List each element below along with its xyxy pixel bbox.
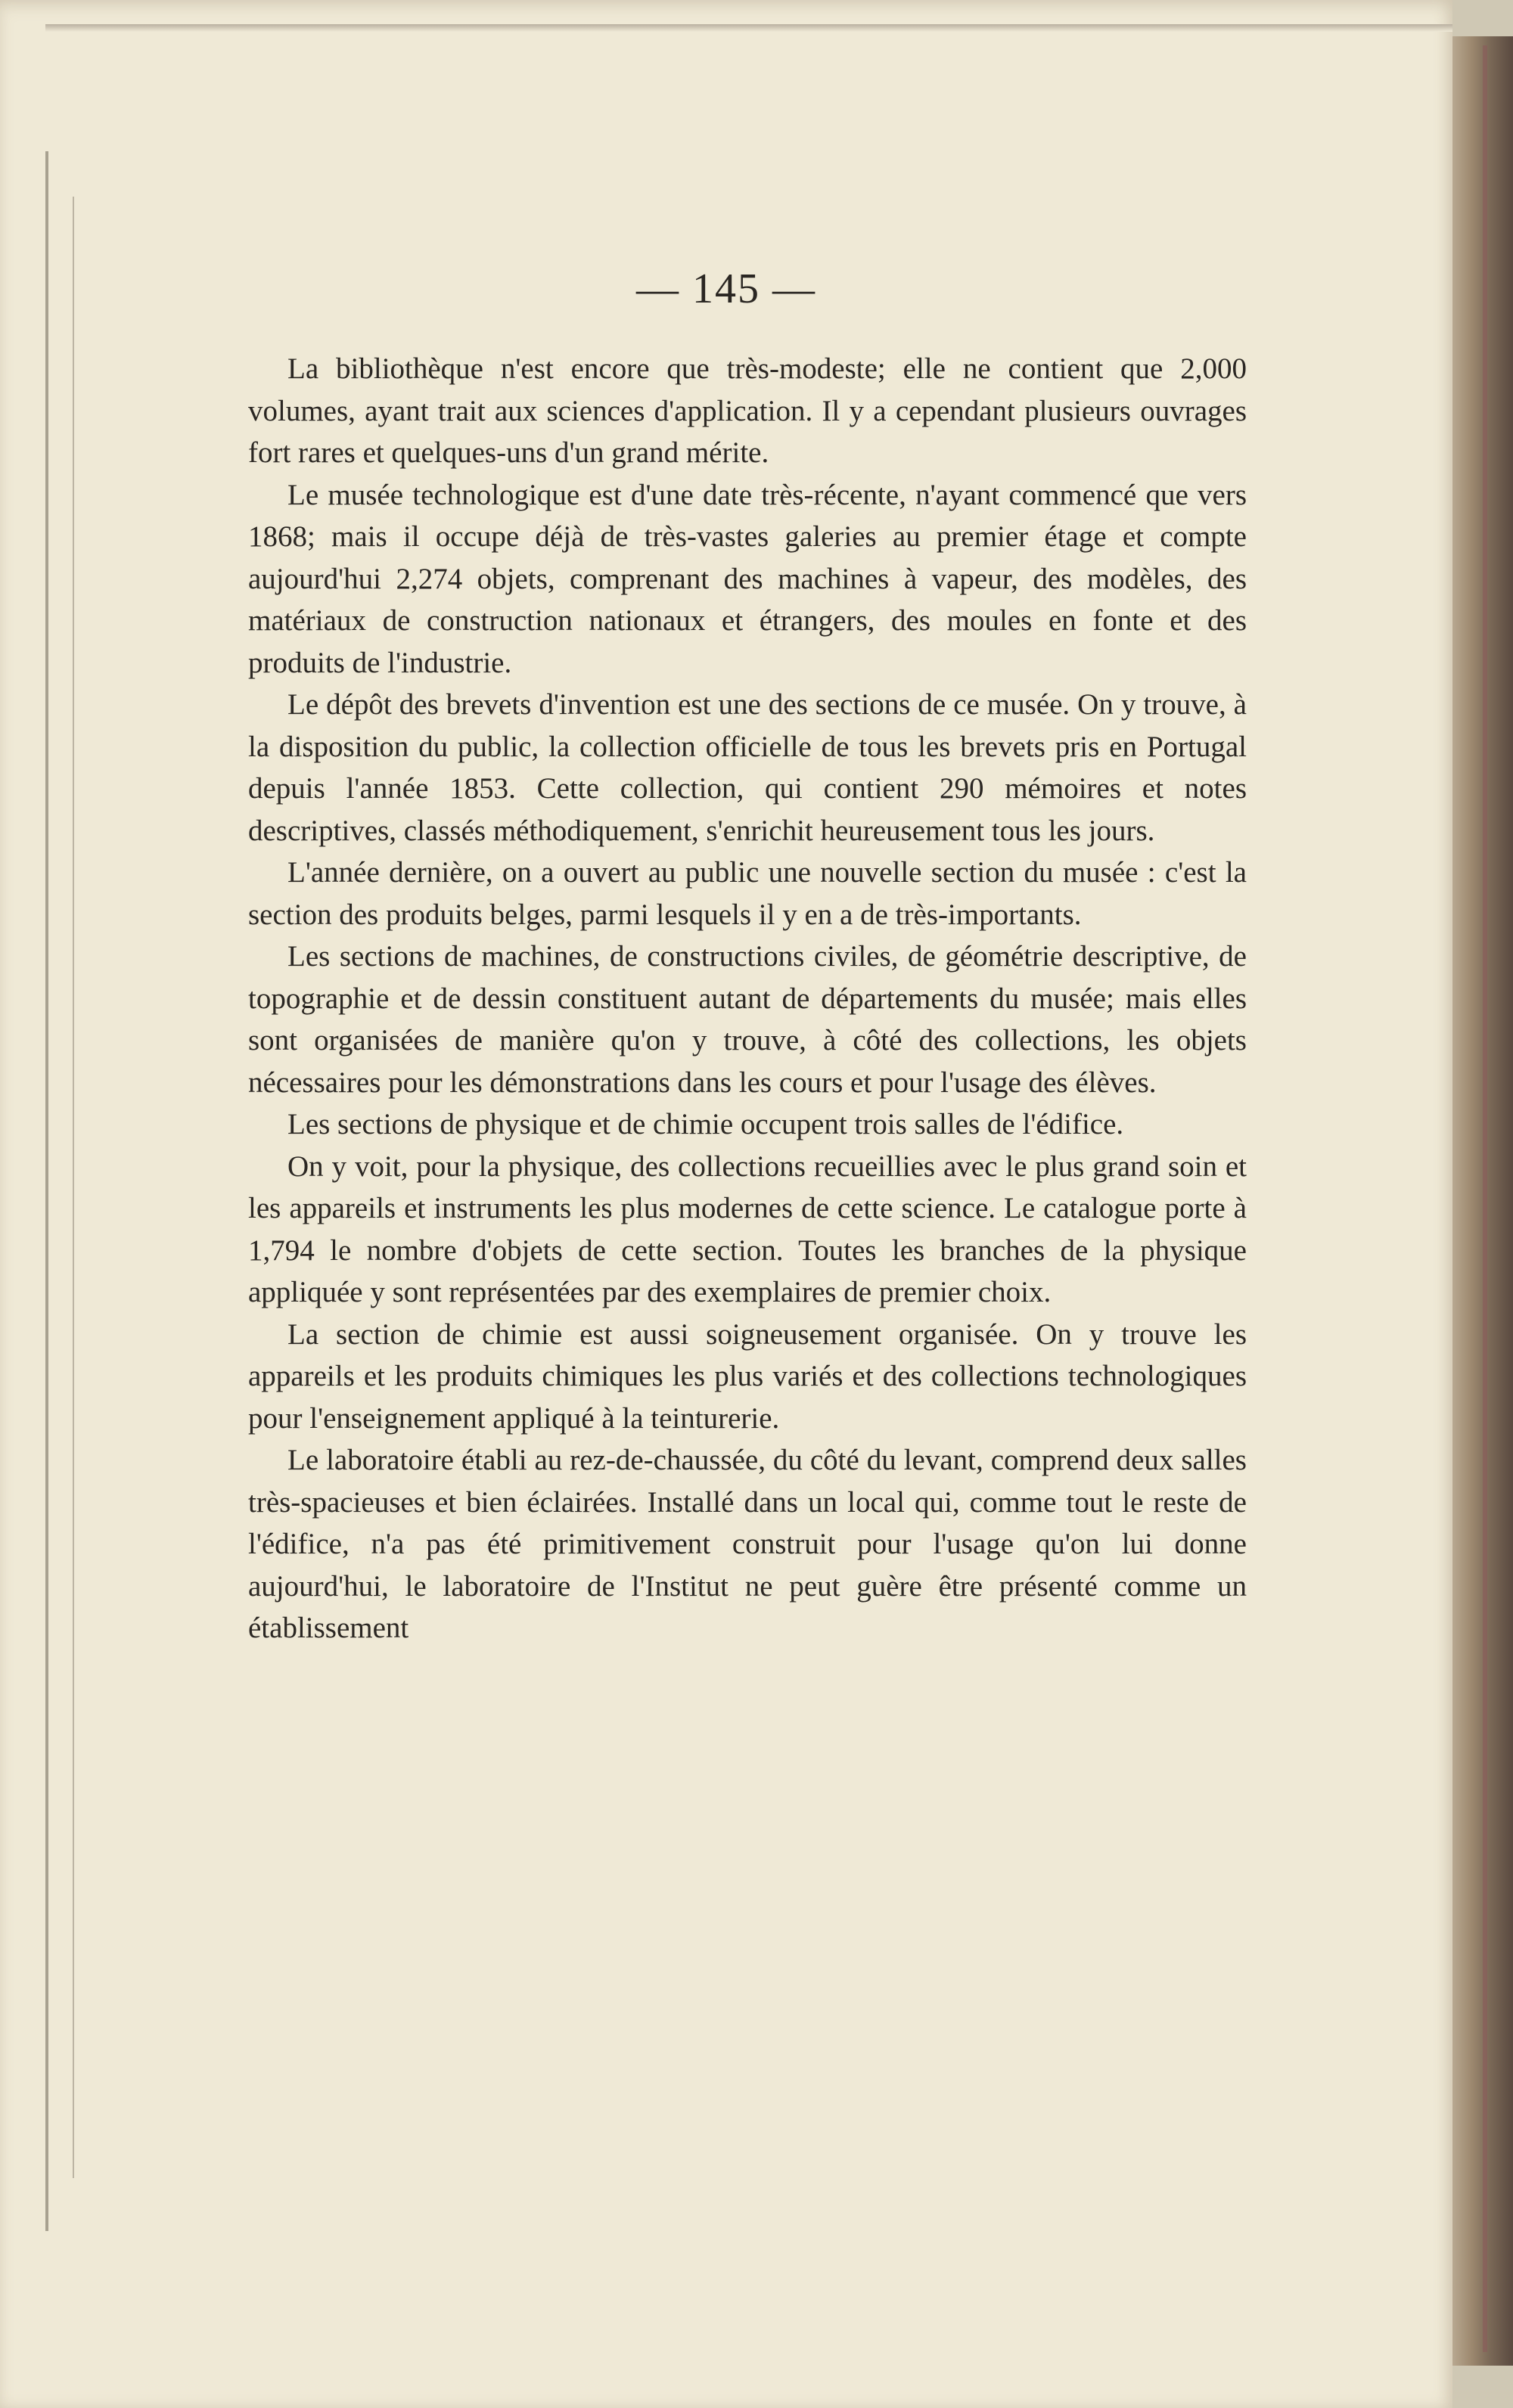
body-text <box>248 348 1247 1649</box>
paragraph: L'année dernière, on a ouvert au public une nouvelle section du musée : c'est la section des produits belges, parmi lesquels il y en a de très-importants. <box>248 856 1247 931</box>
paragraph: La section de chimie est aussi soigneusement organisée. On y trouve les appareils et les produits chimiques les plus variés et des collections technologiques pour l'enseignement appliqué à la teinturerie. <box>248 1317 1247 1435</box>
page-edge-line <box>1483 45 1487 2352</box>
binding-line <box>73 197 74 2178</box>
paragraph: Le dépôt des brevets d'invention est une des sections de ce musée. On y trouve, à la disposition du public, la collection officielle de tous les brevets pris en Portugal depuis l'année 1853. Cette collection, qui contient 290 mémoires et notes descriptives, classés méthodiquement, s'enrichit heureusement tous les jours. <box>248 688 1247 847</box>
page-number: — 145 — <box>636 265 816 312</box>
binding-edge <box>45 151 67 2231</box>
paragraph: Le laboratoire établi au rez-de-chaussée, du côté du levant, comprend deux salles très-spacieuses et bien éclairées. Installé dans un local qui, comme tout le reste de l'édifice, n'a pas été primitivement construit pour l'usage qu'on lui donne aujourd'hui, le laboratoire de l'Institut ne peut guère être présenté comme un établissement <box>248 1444 1247 1644</box>
paragraph: Le musée technologique est d'une date très-récente, n'ayant commencé que vers 1868; mais il occupe déjà de très-vastes galeries au premier étage et compte aujourd'hui 2,274 objets, comprenant des machines à vapeur, des modèles, des matériaux de construction nationaux et étrangers, des moules en fonte et des produits de l'industrie. <box>248 478 1247 679</box>
paragraph: Les sections de physique et de chimie occupent trois salles de l'édifice. <box>287 1108 1124 1140</box>
page-top-shadow <box>45 24 1452 32</box>
paragraph: La bibliothèque n'est encore que très-modeste; elle ne contient que 2,000 volumes, ayant trait aux sciences d'application. Il y a cependant plusieurs ouvrages fort rares et quelques-uns d'un grand mérite. <box>248 352 1247 469</box>
paragraph: Les sections de machines, de constructions civiles, de géométrie descriptive, de topographie et de dessin constituent autant de départements du musée; mais elles sont organisées de manière qu'on y trouve, à côté des collections, les objets nécessaires pour les démonstrations dans les cours et pour l'usage des élèves. <box>248 940 1247 1099</box>
paragraph: On y voit, pour la physique, des collections recueillies avec le plus grand soin et les appareils et instruments les plus modernes de cette science. Le catalogue porte à 1,794 le nombre d'objets de cette section. Toutes les branches de la physique appliquée y sont représentées par des exemplaires de premier choix. <box>248 1150 1247 1308</box>
